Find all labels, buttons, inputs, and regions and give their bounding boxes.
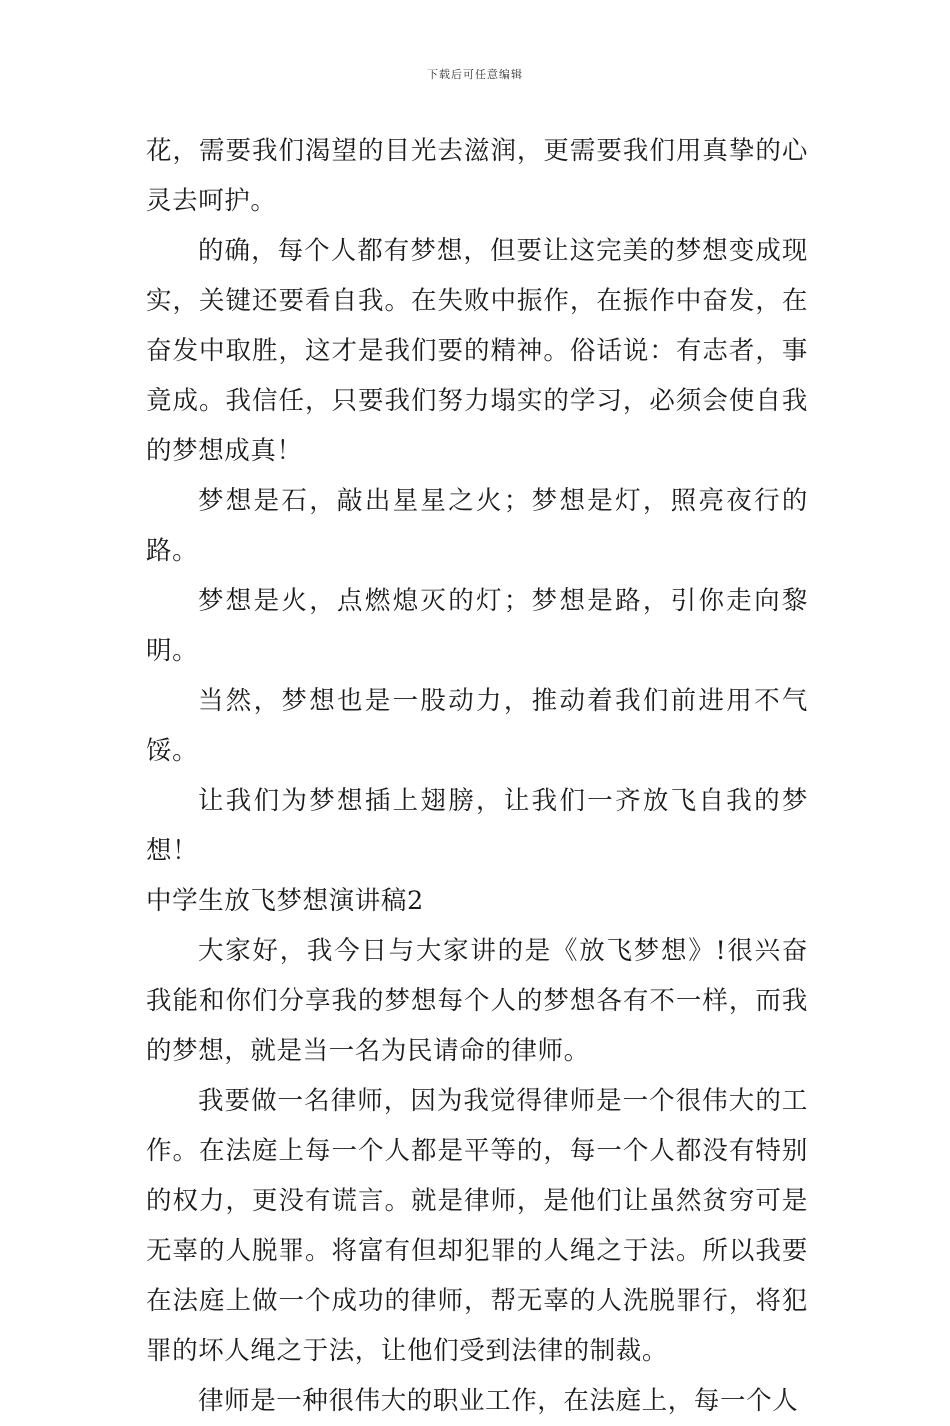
paragraph: 我要做一名律师，因为我觉得律师是一个很伟大的工作。在法庭上每一个人都是平等的，每一个人都没有特别的权力，更没有谎言。就是律师，是他们让虽然贫穷可是无辜的人脱罪。将富有但却犯罪的人绳之于法。所以我要在法庭上做一个成功的律师，帮无辜的人洗脱罪行，将犯罪的坏人绳之于法，让他们受到法律的制裁。	[146, 1086, 808, 1366]
paragraph: 梦想是石，敲出星星之火；梦想是灯，照亮夜行的路。	[146, 486, 808, 566]
paragraph: 让我们为梦想插上翅膀，让我们一齐放飞自我的梦想！	[146, 786, 808, 866]
paragraph: 律师是一种很伟大的职业工作，在法庭上，每一个人	[198, 1386, 799, 1416]
paragraph: 的确，每个人都有梦想，但要让这完美的梦想变成现实，关键还要看自我。在失败中振作，在振作中奋发，在奋发中取胜，这才是我们要的精神。俗话说：有志者，事竟成。我信任，只要我们努力塌实的学习，必须会使自我的梦想成真！	[146, 236, 808, 466]
paragraph: 大家好，我今日与大家讲的是《放飞梦想》!很兴奋我能和你们分享我的梦想每个人的梦想各有不一样，而我的梦想，就是当一名为民请命的律师。	[146, 936, 808, 1066]
page-header: 下载后可任意编辑	[427, 68, 523, 81]
section-title: 中学生放飞梦想演讲稿2	[146, 886, 424, 916]
paragraph: 梦想是火，点燃熄灭的灯；梦想是路，引你走向黎明。	[146, 586, 808, 666]
document-body	[146, 126, 808, 1426]
paragraph: 花，需要我们渴望的目光去滋润，更需要我们用真挚的心灵去呵护。	[146, 136, 808, 216]
paragraph: 当然，梦想也是一股动力，推动着我们前进用不气馁。	[146, 686, 808, 766]
